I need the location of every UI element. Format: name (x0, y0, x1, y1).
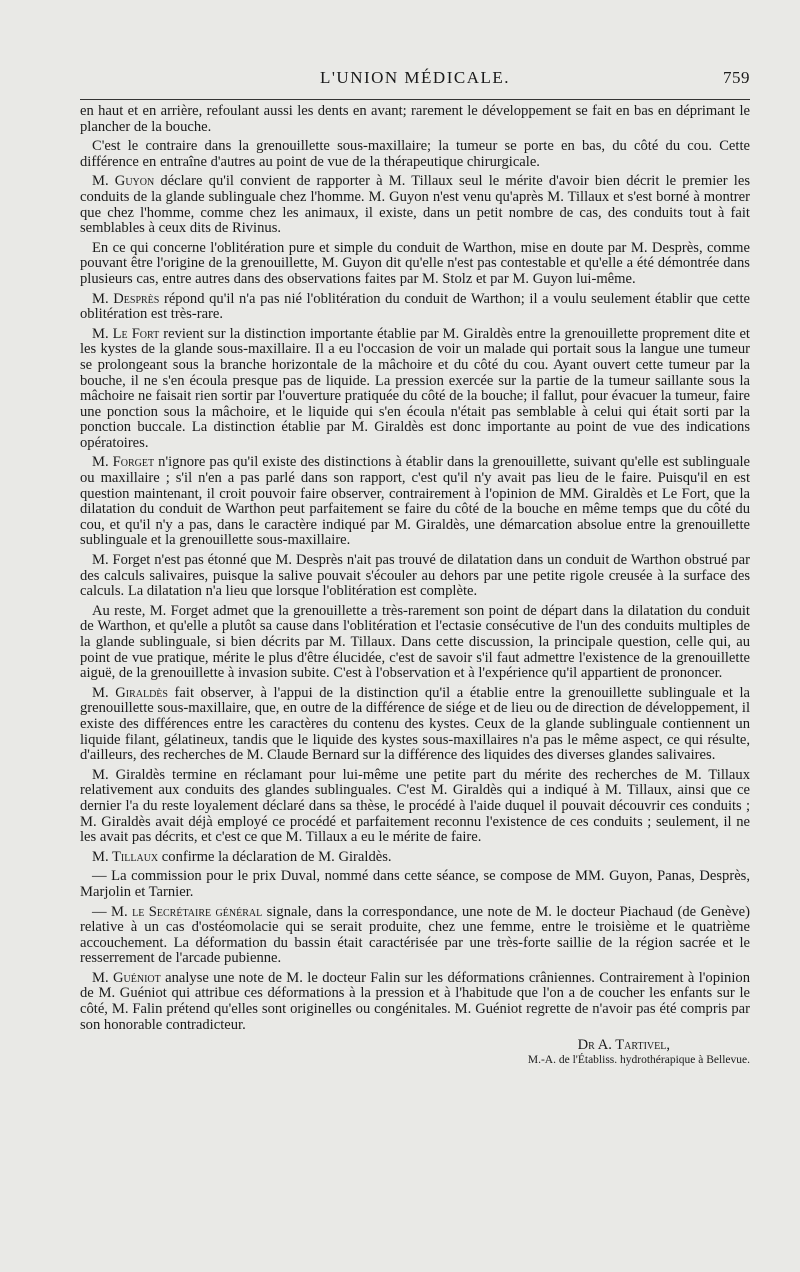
paragraph-text: répond qu'il n'a pas nié l'oblitération du conduit de Warthon; il a voulu seulement établir que cette oblitération est très-rare. (80, 290, 750, 323)
paragraph-text: M. Giraldès termine en réclamant pour lui-même une petite part du mérite des recherches de M. Tillaux relativement aux conduits des glandes sublinguales. C'est M. Giraldès qui a indiqué à M. Tillaux, ainsi que ce dernier l'a du reste loyalement déclaré dans sa thèse, le procédé à l'aide duquel il pouvait découvrir ces conduits ; M. Giraldès avait déjà employé ce procédé et parfaitement reconnu l'existence de ces conduits ; seulement, il ne les avait pas décrits, et c'est ce que M. Tillaux a eu le mérite de faire. (80, 766, 750, 846)
signature-author: Dr A. Tartivel, (577, 1037, 670, 1054)
paragraph (80, 327, 750, 452)
speaker-name: M. Forget (92, 454, 155, 471)
paragraph (80, 241, 750, 288)
paragraph-text: fait observer, à l'appui de la distinction qu'il a établie entre la grenouillette sublinguale et la grenouillette sous-maxillaire, que, en outre de la différence de siége et de lieu ou de direction de développement, il existe des différences entre les caractères du contenu des kystes. Ceux de la glande sublinguale contiennent un liquide filant, gélatineux, tandis que le liquide des kystes sous-maxillaires n'a pas le même aspect, ce qui résulte, d'ailleurs, des recherches de M. Claude Bernard sur la différence des liquides des diverses glandes salivaires. (80, 684, 750, 764)
paragraph-text: analyse une note de M. le docteur Falin sur les déformations crâniennes. Contrairement à l'opinion de M. Guéniot qui attribue ces déformations à la pression et à l'habitude que l'on a de coucher les enfants sur le côté, M. Falin prétend qu'elles sont originelles ou congénitales. M. Guéniot regrette de n'avoir pas été compris par son honorable contradicteur. (80, 969, 750, 1033)
speaker-name: M. Le Fort (92, 325, 160, 342)
paragraph-text: Au reste, M. Forget admet que la grenouillette a très-rarement son point de départ dans la dilatation du conduit de Warthon, et qu'elle a plutôt sa cause dans l'oblitération et l'ectasie consécutive de l'un des conduits multiples de la glande sublinguale, si bien décrits par M. Tillaux. Dans cette discussion, la principale question, celle qui, au point de vue pratique, mérite le plus d'être élucidée, c'est de savoir s'il faut admettre l'existence de la grenouillette aiguë, de la grenouillette à invasion subite. C'est à l'observation et à l'expérience qu'il appartient de prononcer. (80, 602, 750, 682)
speaker-name: — M. le Secrétaire général (92, 903, 263, 920)
speaker-name: M. Guyon (92, 173, 155, 190)
paragraph (80, 604, 750, 682)
paragraph-text: C'est le contraire dans la grenouillette sous-maxillaire; la tumeur se porte en bas, du côté du cou. Cette différence en entraîne d'autres au point de vue de la thérapeutique chirurgicale. (80, 138, 750, 170)
paragraph (80, 905, 750, 967)
paragraph (80, 768, 750, 846)
article-body (80, 104, 750, 1068)
paragraph-text: M. Forget n'est pas étonné que M. Desprès n'ait pas trouvé de dilatation dans un conduit de Warthon obstrué par des calculs salivaires, puisque la salive pouvait s'écouler au dehors par une petite rigole creusée à la surface des calculs. La dilatation n'a lieu que lorsque l'oblitération est complète. (80, 552, 750, 600)
paragraph-text: déclare qu'il convient de rapporter à M. Tillaux seul le mérite d'avoir bien décrit le premier les conduits de la glande sublinguale chez l'homme. M. Guyon n'est venu qu'après M. Tillaux et s'est borné à montrer que chez l'homme, comme chez les animaux, il existe, dans un petit nombre de cas, des conduits tout à fait semblables à ceux dits de Rivinus. (80, 173, 751, 237)
signature-block (80, 1037, 750, 1068)
page-number: 759 (723, 68, 750, 87)
paragraph (80, 971, 750, 1033)
journal-title: L'UNION MÉDICALE. (319, 68, 511, 87)
paragraph-text: revient sur la distinction importante établie par M. Giraldès entre la grenouillette proprement dite et les kystes de la glande sous-maxillaire. Il a eu l'occasion de voir un malade qui portait sous la langue une tumeur se prolongeant sous la branche horizontale de la mâchoire et du côté du cou. Ayant ouvert cette tumeur par la bouche, il ne s'en écoula presque pas de liquide. La pression exercée sur la partie de la tumeur saillante sous la mâchoire ne faisait rien sortir par l'ouverture pratiquée du côté de la bouche; il fallut, pour évacuer la tumeur, faire une ponction sous la mâchoire, et le liquide qui s'en écoula n'était pas semblable à celui qui était sorti par la ponction buccale. La distinction établie par M. Giraldès est donc importante au point de vue des indications opératoires. (80, 325, 750, 451)
speaker-name: M. Tillaux (92, 848, 159, 865)
running-header (80, 68, 750, 96)
paragraph (80, 139, 750, 170)
speaker-name: M. Giraldès (92, 684, 168, 701)
paragraph (80, 553, 750, 600)
speaker-name: M. Guéniot (92, 969, 161, 986)
paragraph (80, 292, 750, 323)
paragraph (80, 174, 750, 236)
header-rule (80, 99, 750, 100)
paragraph-text: n'ignore pas qu'il existe des distinctions à établir dans la grenouillette, suivant qu'elle est sublinguale ou maxillaire ; s'il n'en a pas parlé dans son rapport, c'est qu'il n'y avait pas lieu de le faire. Puisqu'il en est question maintenant, il croit pouvoir faire observer, contrairement à l'opinion de MM. Giraldès et Le Fort, que la dilatation du conduit de Warthon peut parfaitement se faire du côté de la bouche en même temps que du côté du cou, et qu'il n'y a pas, dans le caractère indiqué par M. Giraldès, une démarcation absolue entre la grenouillette sublinguale et la grenouillette sous-maxillaire. (80, 454, 750, 549)
paragraph (80, 869, 750, 900)
paragraph (80, 104, 750, 135)
paragraph-text: confirme la déclaration de M. Giraldès. (158, 848, 392, 865)
speaker-name: M. Desprès (92, 290, 160, 307)
paragraph-text: en haut et en arrière, refoulant aussi les dents en avant; rarement le développement se fait en bas en déprimant le plancher de la bouche. (80, 103, 750, 135)
signature-affiliation: M.-A. de l'Établiss. hydrothérapique à Bellevue. (527, 1054, 750, 1067)
paragraph (80, 455, 750, 549)
paragraph-text: — La commission pour le prix Duval, nommé dans cette séance, se compose de MM. Guyon, Panas, Desprès, Marjolin et Tarnier. (80, 868, 750, 900)
paragraph-text: signale, dans la correspondance, une note de M. le docteur Piachaud (de Genève) relative à un cas d'ostéomolacie qui se serait produite, chez une femme, entre le troisième et le quatrième accouchement. La déformation du bassin était caractérisée par une très-forte saillie de la région sacrée et le resserrement de l'arcade pubienne. (80, 903, 751, 967)
paragraph (80, 686, 750, 764)
paragraph-text: En ce qui concerne l'oblitération pure et simple du conduit de Warthon, mise en doute par M. Desprès, comme pouvant être l'origine de la grenouillette, M. Guyon dit qu'elle n'est pas contestable et qu'elle a été démontrée dans plusieurs cas, entre autres dans des observations faites par M. Stolz et par M. Guyon lui-même. (80, 239, 750, 287)
paragraph (80, 850, 750, 866)
